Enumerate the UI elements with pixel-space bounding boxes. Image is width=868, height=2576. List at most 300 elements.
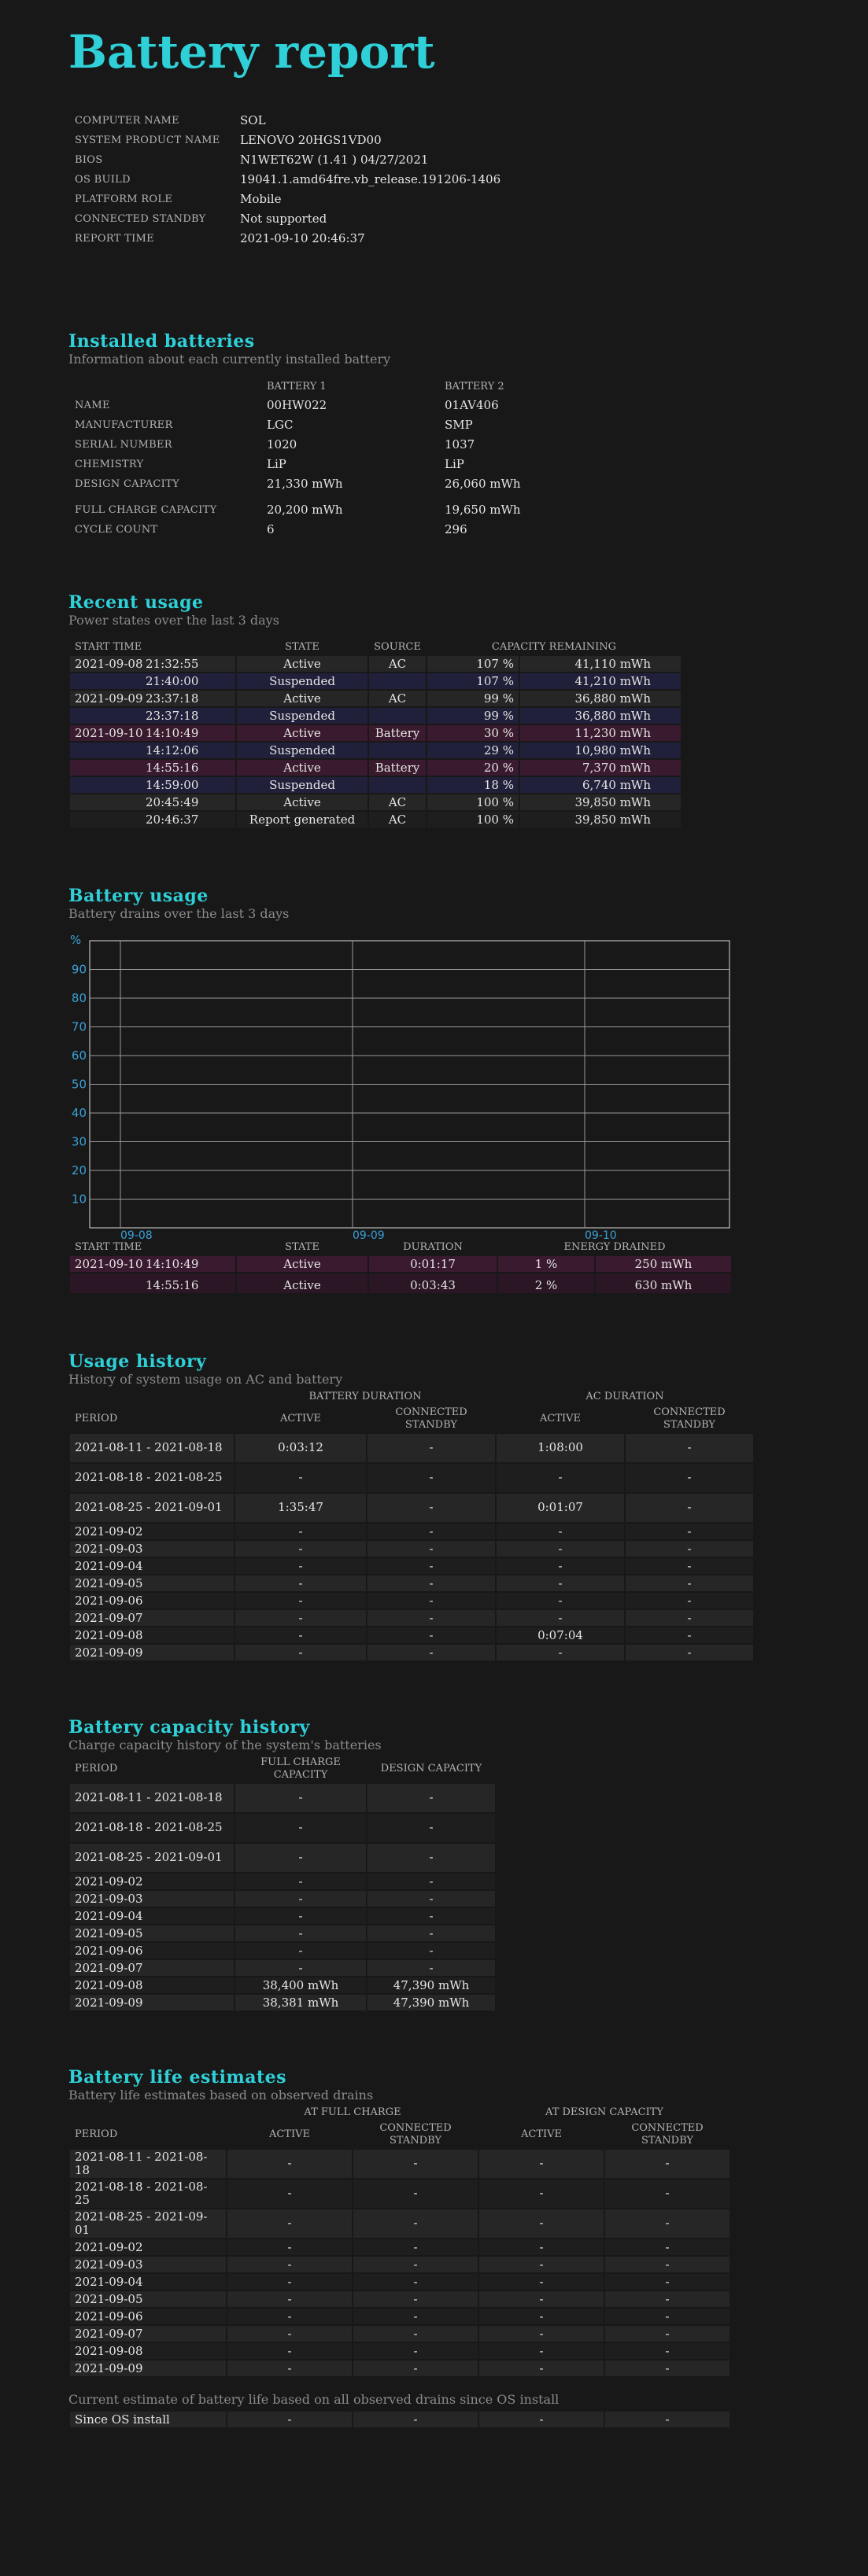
energy-percent-cell: 2 % — [498, 1273, 594, 1293]
start-time-cell — [70, 708, 235, 724]
b-cs-cell: - — [368, 1524, 495, 1539]
ac-active-cell: - — [497, 1610, 624, 1626]
x-tick-label: 09-10 — [585, 1229, 617, 1239]
section-subtitle: Power states over the last 3 days — [68, 612, 279, 628]
capacity-history-row — [70, 1977, 495, 1993]
battery-1-value: 6 — [267, 521, 275, 536]
start-time: 20:45:49 — [146, 794, 199, 809]
period-cell: 2021-09-08 — [70, 1627, 234, 1643]
info-row — [70, 230, 505, 248]
info-label: COMPUTER NAME — [75, 114, 179, 127]
capacity-history-table — [68, 1754, 497, 2012]
life-estimate-row — [70, 2274, 729, 2290]
state-cell: Active — [237, 1256, 368, 1272]
recent-usage-row — [70, 812, 681, 827]
capacity-history-row — [70, 1844, 495, 1872]
capacity-mwh-cell: 6,740 mWh — [520, 777, 681, 793]
full-active-cell: - — [227, 2326, 352, 2342]
battery-detail-row — [70, 521, 526, 539]
recent-usage-row — [70, 743, 681, 758]
col-period: PERIOD — [75, 1762, 118, 1774]
recent-usage-row — [70, 725, 681, 741]
full-charge-cell: - — [235, 1960, 366, 1976]
info-row — [70, 131, 505, 149]
col-period: PERIOD — [75, 1412, 118, 1424]
capacity-percent-cell: 99 % — [427, 708, 519, 724]
x-tick-label: 09-08 — [120, 1229, 153, 1239]
capacity-mwh-cell: 36,880 mWh — [520, 708, 681, 724]
start-time: 14:12:06 — [146, 743, 199, 757]
source-cell — [369, 708, 426, 724]
battery-detail-row — [70, 455, 526, 474]
detail-label: CYCLE COUNT — [75, 523, 158, 536]
ac-cs-cell: - — [626, 1575, 753, 1591]
battery-2-value: SMP — [445, 417, 473, 432]
b-cs-cell: - — [368, 1464, 495, 1492]
life-estimate-row — [70, 2343, 729, 2359]
design-active-cell: - — [479, 2180, 604, 2208]
state-cell: Active — [237, 760, 368, 776]
col-state: STATE — [285, 640, 319, 653]
installed-batteries-table — [68, 378, 527, 540]
battery-detail-row — [70, 436, 526, 454]
full-charge-cell: 38,400 mWh — [235, 1977, 366, 1993]
energy-mwh-cell: 630 mWh — [596, 1273, 731, 1293]
info-value: SOL — [240, 112, 266, 127]
group-full-charge: AT FULL CHARGE — [304, 2106, 401, 2118]
b-active-cell: - — [235, 1524, 366, 1539]
start-time-cell — [70, 656, 235, 672]
b-active-cell: - — [235, 1558, 366, 1574]
usage-history-row — [70, 1645, 753, 1660]
recent-usage-row — [70, 794, 681, 810]
battery-usage-table — [68, 1239, 733, 1295]
period-cell: 2021-09-07 — [70, 2326, 226, 2342]
period-cell: 2021-08-18 - 2021-08-25 — [70, 2180, 226, 2208]
section-title: Usage history — [68, 1351, 207, 1372]
period-cell: 2021-09-07 — [70, 1610, 234, 1626]
col-full-charge: FULL CHARGE CAPACITY — [260, 1756, 341, 1781]
since-install-design-cs: - — [605, 2412, 729, 2427]
y-tick-label: 50 — [71, 1077, 87, 1092]
capacity-percent-cell: 100 % — [427, 812, 519, 827]
source-cell — [369, 777, 426, 793]
full-charge-cell: - — [235, 1891, 366, 1907]
design-cell: - — [368, 1943, 495, 1959]
detail-label: SERIAL NUMBER — [75, 438, 172, 451]
state-cell: Suspended — [237, 708, 368, 724]
design-cs-cell: - — [605, 2343, 729, 2359]
info-label: CONNECTED STANDBY — [75, 212, 206, 225]
start-time: 21:32:55 — [146, 656, 199, 671]
col-connected-standby: CONNECTED STANDBY — [631, 2121, 704, 2147]
state-cell: Suspended — [237, 673, 368, 689]
capacity-percent-cell: 29 % — [427, 743, 519, 758]
start-time-cell — [70, 812, 235, 827]
full-cs-cell: - — [353, 2239, 478, 2255]
y-tick-label: 40 — [71, 1105, 87, 1120]
source-cell: AC — [369, 691, 426, 706]
ac-active-cell: - — [497, 1541, 624, 1557]
period-cell: 2021-08-25 - 2021-09-01 — [70, 1494, 234, 1522]
capacity-mwh-cell: 39,850 mWh — [520, 812, 681, 827]
section-subtitle: Battery life estimates based on observed drains — [68, 2087, 374, 2102]
col-active: ACTIVE — [520, 2128, 563, 2140]
ac-active-cell: - — [497, 1575, 624, 1591]
battery-1-value: 1020 — [267, 437, 297, 451]
start-time: 23:37:18 — [146, 691, 199, 706]
info-label: PLATFORM ROLE — [75, 193, 173, 205]
info-label: OS BUILD — [75, 173, 131, 186]
start-time-cell — [70, 725, 235, 741]
ac-active-cell: 1:08:00 — [497, 1434, 624, 1462]
state-cell: Suspended — [237, 777, 368, 793]
col-energy: ENERGY DRAINED — [563, 1240, 666, 1253]
ac-active-cell: - — [497, 1464, 624, 1492]
period-cell: 2021-08-11 - 2021-08-18 — [70, 2150, 226, 2178]
info-label: SYSTEM PRODUCT NAME — [75, 134, 220, 146]
design-cs-cell: - — [605, 2239, 729, 2255]
recent-usage-row — [70, 656, 681, 672]
usage-history-row — [70, 1610, 753, 1626]
period-cell: 2021-09-03 — [70, 1541, 234, 1557]
b-cs-cell: - — [368, 1575, 495, 1591]
design-cs-cell: - — [605, 2257, 729, 2272]
usage-history-table — [68, 1388, 755, 1662]
source-cell: Battery — [369, 760, 426, 776]
group-ac-duration: AC DURATION — [585, 1390, 664, 1402]
design-cell: - — [368, 1874, 495, 1889]
full-active-cell: - — [227, 2150, 352, 2178]
start-time-cell — [70, 743, 235, 758]
section-subtitle: Battery drains over the last 3 days — [68, 905, 290, 921]
period-cell: 2021-09-03 — [70, 2257, 226, 2272]
since-install-design-active: - — [479, 2412, 604, 2427]
duration-cell: 0:01:17 — [369, 1256, 497, 1272]
info-row — [70, 190, 505, 208]
battery-1-value: 21,330 mWh — [267, 476, 343, 491]
design-cell: 47,390 mWh — [368, 1995, 495, 2010]
life-estimate-row — [70, 2180, 729, 2208]
capacity-mwh-cell: 41,110 mWh — [520, 656, 681, 672]
ac-cs-cell: - — [626, 1541, 753, 1557]
info-value: 2021-09-10 20:46:37 — [240, 230, 365, 245]
design-cell: 47,390 mWh — [368, 1977, 495, 1993]
b-cs-cell: - — [368, 1610, 495, 1626]
period-cell: 2021-08-11 - 2021-08-18 — [70, 1784, 234, 1812]
capacity-history-row — [70, 1995, 495, 2010]
col-active: ACTIVE — [268, 2128, 311, 2140]
battery-2-header: BATTERY 2 — [445, 380, 504, 392]
y-tick-label: 20 — [71, 1163, 87, 1177]
life-estimates-section — [68, 2067, 868, 2429]
life-estimate-row — [70, 2209, 729, 2238]
detail-label: DESIGN CAPACITY — [75, 477, 179, 490]
x-tick-label: 09-09 — [353, 1229, 385, 1239]
ac-active-cell: - — [497, 1593, 624, 1609]
duration-cell: 0:03:43 — [369, 1273, 497, 1293]
design-active-cell: - — [479, 2326, 604, 2342]
full-active-cell: - — [227, 2309, 352, 2324]
life-estimate-row — [70, 2291, 729, 2307]
full-active-cell: - — [227, 2291, 352, 2307]
col-start-time: START TIME — [75, 640, 142, 653]
battery-2-value: 01AV406 — [445, 397, 499, 412]
detail-label: NAME — [75, 399, 110, 411]
b-active-cell: - — [235, 1593, 366, 1609]
source-cell — [369, 743, 426, 758]
state-cell: Active — [237, 725, 368, 741]
battery-detail-row — [70, 416, 526, 434]
life-estimate-row — [70, 2239, 729, 2255]
usage-history-row — [70, 1575, 753, 1591]
b-active-cell: - — [235, 1541, 366, 1557]
period-cell: 2021-09-02 — [70, 1874, 234, 1889]
energy-percent-cell: 1 % — [498, 1256, 594, 1272]
capacity-history-row — [70, 1874, 495, 1889]
full-active-cell: - — [227, 2209, 352, 2238]
full-active-cell: - — [227, 2274, 352, 2290]
b-active-cell: - — [235, 1610, 366, 1626]
battery-usage-chart-svg — [68, 932, 777, 1239]
recent-usage-row — [70, 760, 681, 776]
capacity-mwh-cell: 7,370 mWh — [520, 760, 681, 776]
battery-drain-row — [70, 1273, 731, 1293]
battery-1-value: 00HW022 — [267, 397, 327, 412]
design-cell: - — [368, 1926, 495, 1941]
capacity-percent-cell: 99 % — [427, 691, 519, 706]
col-active: ACTIVE — [279, 1412, 322, 1424]
col-state: STATE — [285, 1240, 319, 1253]
period-cell: 2021-08-11 - 2021-08-18 — [70, 1434, 234, 1462]
design-active-cell: - — [479, 2257, 604, 2272]
recent-usage-row — [70, 708, 681, 724]
full-active-cell: - — [227, 2360, 352, 2376]
start-date: 2021-09-08 — [75, 656, 143, 671]
life-estimate-row — [70, 2257, 729, 2272]
design-cs-cell: - — [605, 2291, 729, 2307]
state-cell: Active — [237, 656, 368, 672]
source-cell: AC — [369, 812, 426, 827]
start-time: 14:55:16 — [146, 1277, 199, 1292]
start-time: 14:10:49 — [146, 725, 199, 740]
start-time-cell — [70, 794, 235, 810]
full-charge-cell: - — [235, 1784, 366, 1812]
info-value: N1WET62W (1.41 ) 04/27/2021 — [240, 152, 429, 167]
source-cell — [369, 673, 426, 689]
design-cs-cell: - — [605, 2309, 729, 2324]
b-active-cell: 1:35:47 — [235, 1494, 366, 1522]
recent-usage-row — [70, 673, 681, 689]
start-time-cell — [70, 760, 235, 776]
ac-cs-cell: - — [626, 1524, 753, 1539]
capacity-percent-cell: 30 % — [427, 725, 519, 741]
start-time-cell — [70, 1273, 235, 1293]
start-time: 14:59:00 — [146, 777, 199, 792]
battery-2-value: 296 — [445, 521, 467, 536]
design-cell: - — [368, 1960, 495, 1976]
full-active-cell: - — [227, 2180, 352, 2208]
battery-1-value: LGC — [267, 417, 294, 432]
life-estimates-table — [68, 2104, 731, 2378]
full-cs-cell: - — [353, 2360, 478, 2376]
capacity-mwh-cell: 10,980 mWh — [520, 743, 681, 758]
section-title: Battery capacity history — [68, 1716, 310, 1738]
period-cell: 2021-08-25 - 2021-09-01 — [70, 2209, 226, 2238]
info-row — [70, 210, 505, 228]
full-cs-cell: - — [353, 2309, 478, 2324]
design-cell: - — [368, 1844, 495, 1872]
section-title: Battery usage — [68, 885, 209, 906]
recent-usage-table — [68, 639, 682, 829]
period-cell: 2021-09-06 — [70, 2309, 226, 2324]
full-cs-cell: - — [353, 2150, 478, 2178]
start-time-cell — [70, 1256, 235, 1272]
start-date: 2021-09-10 — [75, 1256, 143, 1271]
life-estimate-row — [70, 2150, 729, 2178]
design-cell: - — [368, 1814, 495, 1842]
state-cell: Active — [237, 691, 368, 706]
b-active-cell: - — [235, 1627, 366, 1643]
y-tick-label: 70 — [71, 1019, 87, 1034]
b-active-cell: - — [235, 1575, 366, 1591]
recent-usage-row — [70, 691, 681, 706]
y-tick-label: 10 — [71, 1192, 87, 1207]
col-capacity: CAPACITY REMAINING — [491, 640, 617, 653]
start-date: 2021-09-09 — [75, 691, 143, 706]
col-connected-standby: CONNECTED STANDBY — [395, 1406, 467, 1431]
full-charge-cell: - — [235, 1814, 366, 1842]
full-cs-cell: - — [353, 2274, 478, 2290]
usage-history-row — [70, 1434, 753, 1462]
info-row — [70, 151, 505, 169]
period-cell: 2021-09-08 — [70, 1977, 234, 1993]
design-cs-cell: - — [605, 2209, 729, 2238]
ac-active-cell: - — [497, 1558, 624, 1574]
start-time-cell — [70, 777, 235, 793]
full-charge-cell: - — [235, 1943, 366, 1959]
battery-drain-row — [70, 1256, 731, 1272]
ac-cs-cell: - — [626, 1645, 753, 1660]
period-cell: 2021-09-09 — [70, 1995, 234, 2010]
period-cell: 2021-09-04 — [70, 1908, 234, 1924]
design-active-cell: - — [479, 2274, 604, 2290]
start-time: 14:55:16 — [146, 760, 199, 775]
y-tick-label: 60 — [71, 1048, 87, 1063]
period-cell: 2021-09-02 — [70, 1524, 234, 1539]
full-charge-cell: - — [235, 1908, 366, 1924]
full-charge-cell: 38,381 mWh — [235, 1995, 366, 2010]
usage-history-row — [70, 1494, 753, 1522]
since-install-full-cs: - — [353, 2412, 478, 2427]
usage-history-row — [70, 1627, 753, 1643]
period-cell: 2021-09-04 — [70, 1558, 234, 1574]
state-cell: Active — [237, 794, 368, 810]
report-title: Battery report — [68, 25, 435, 79]
life-estimate-row — [70, 2309, 729, 2324]
y-tick-label: 80 — [71, 990, 87, 1005]
battery-2-value: LiP — [445, 456, 464, 471]
life-estimate-row — [70, 2360, 729, 2376]
col-source: SOURCE — [374, 640, 421, 653]
section-subtitle: Charge capacity history of the system's batteries — [68, 1737, 382, 1752]
ac-active-cell: 0:01:07 — [497, 1494, 624, 1522]
period-cell: 2021-08-18 - 2021-08-25 — [70, 1814, 234, 1842]
full-cs-cell: - — [353, 2291, 478, 2307]
period-cell: 2021-08-25 - 2021-09-01 — [70, 1844, 234, 1872]
section-title: Recent usage — [68, 591, 204, 613]
start-time-cell — [70, 673, 235, 689]
capacity-history-row — [70, 1891, 495, 1907]
battery-1-value: 20,200 mWh — [267, 502, 343, 517]
period-cell: 2021-09-07 — [70, 1960, 234, 1976]
group-design-capacity: AT DESIGN CAPACITY — [545, 2106, 663, 2118]
period-cell: 2021-09-08 — [70, 2343, 226, 2359]
period-cell: 2021-08-18 - 2021-08-25 — [70, 1464, 234, 1492]
full-charge-cell: - — [235, 1844, 366, 1872]
b-cs-cell: - — [368, 1558, 495, 1574]
info-row — [70, 171, 505, 189]
system-info-table — [68, 110, 507, 249]
section-subtitle: History of system usage on AC and battery — [68, 1371, 343, 1387]
ac-cs-cell: - — [626, 1434, 753, 1462]
col-design: DESIGN CAPACITY — [380, 1762, 482, 1774]
battery-usage-chart — [68, 932, 777, 1239]
info-value: LENOVO 20HGS1VD00 — [240, 132, 382, 147]
since-install-table — [68, 2410, 731, 2429]
ac-cs-cell: - — [626, 1610, 753, 1626]
info-label: BIOS — [75, 153, 103, 166]
design-cs-cell: - — [605, 2274, 729, 2290]
design-cell: - — [368, 1908, 495, 1924]
capacity-percent-cell: 20 % — [427, 760, 519, 776]
recent-usage-section — [68, 592, 868, 829]
installed-batteries-section — [68, 331, 868, 540]
source-cell: Battery — [369, 725, 426, 741]
col-duration: DURATION — [403, 1240, 463, 1253]
period-cell: 2021-09-04 — [70, 2274, 226, 2290]
battery-1-header: BATTERY 1 — [267, 380, 327, 392]
ac-cs-cell: - — [626, 1558, 753, 1574]
since-install-period: Since OS install — [70, 2412, 226, 2427]
source-cell: AC — [369, 794, 426, 810]
battery-2-value: 1037 — [445, 437, 475, 451]
full-charge-cell: - — [235, 1874, 366, 1889]
design-cs-cell: - — [605, 2360, 729, 2376]
b-active-cell: - — [235, 1645, 366, 1660]
y-tick-label: 90 — [71, 962, 87, 977]
capacity-percent-cell: 107 % — [427, 656, 519, 672]
col-start-time: START TIME — [75, 1240, 142, 1253]
section-title: Installed batteries — [68, 330, 255, 352]
capacity-history-row — [70, 1960, 495, 1976]
usage-history-row — [70, 1524, 753, 1539]
design-active-cell: - — [479, 2343, 604, 2359]
period-cell: 2021-09-03 — [70, 1891, 234, 1907]
capacity-percent-cell: 100 % — [427, 794, 519, 810]
full-cs-cell: - — [353, 2326, 478, 2342]
full-cs-cell: - — [353, 2180, 478, 2208]
capacity-mwh-cell: 11,230 mWh — [520, 725, 681, 741]
full-charge-cell: - — [235, 1926, 366, 1941]
info-value: Not supported — [240, 211, 327, 226]
period-cell: 2021-09-05 — [70, 1575, 234, 1591]
b-cs-cell: - — [368, 1645, 495, 1660]
info-value: 19041.1.amd64fre.vb_release.191206-1406 — [240, 171, 501, 186]
ac-active-cell: - — [497, 1645, 624, 1660]
period-cell: 2021-09-09 — [70, 2360, 226, 2376]
capacity-percent-cell: 107 % — [427, 673, 519, 689]
